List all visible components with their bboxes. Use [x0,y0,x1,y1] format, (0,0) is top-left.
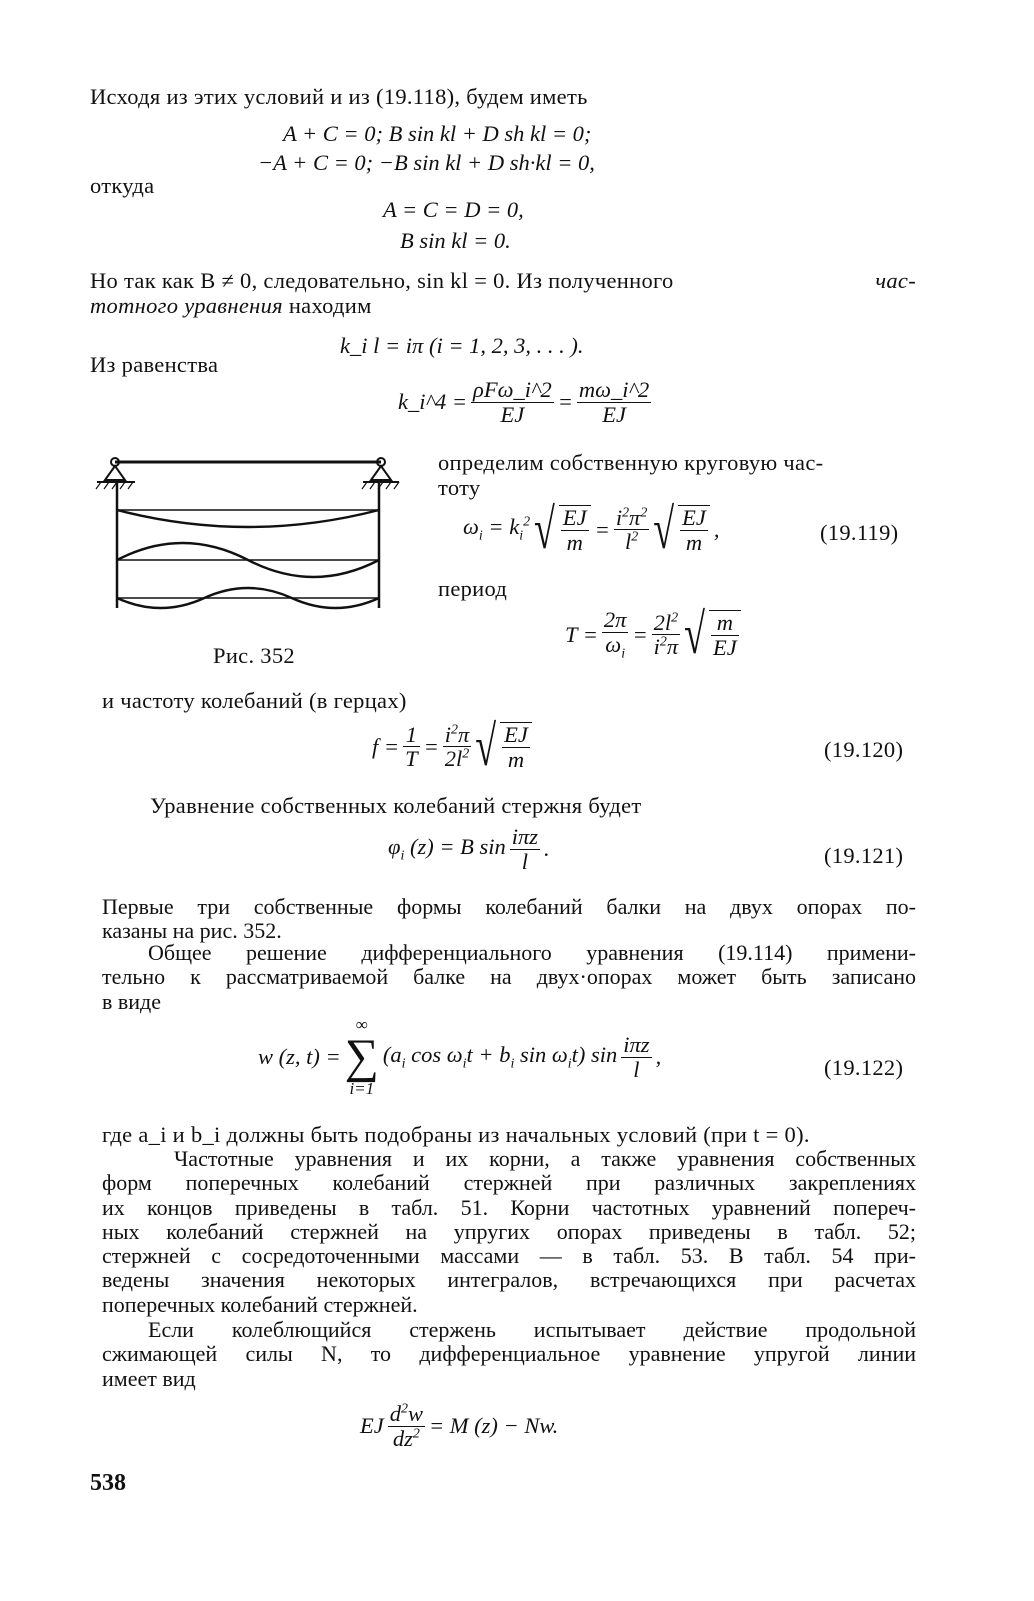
paragraph-line: стержней с сосредоточенными массами — в табл. 53. В табл. 54 при- [102,1243,916,1269]
otkuda-word: откуда [90,173,155,198]
phi-fraction: $\frac{\text{iπz}}{l}$ [511,824,539,874]
paragraph-line: ведены значения некоторых интегралов, встречающихся при расчетах [102,1267,916,1293]
equation-k4-fraction-2 [577,378,651,426]
period-word: период [438,576,508,601]
opredelim-text: определим собственную круговую час- [438,450,824,475]
frequency-paragraph-tail: находим [288,293,372,318]
equation-frequency [372,715,532,779]
equation-omega [463,498,720,562]
paragraph-general-solution [102,941,916,1014]
paragraph-line: казаны на рис. 352. [102,918,282,944]
equation-number-120: (19.120) [824,737,904,762]
sqrt-icon: √ [534,498,555,562]
comma: , [713,516,720,542]
equation-general-solution [258,1015,661,1099]
equation-k4-denominator-1: EJ [500,401,525,427]
paragraph-line: Если колеблющийся стержень испытывает действие продольной [148,1317,916,1342]
paragraph-line: сжимающей силы N, то дифференциальное уравнение упругой линии [102,1341,916,1367]
paragraph-line: их концов приведены в табл. 51. Корни частотных уравнений попереч- [102,1194,916,1220]
frequency-paragraph-line-2 [90,293,372,319]
phi-lhs: $\varphi_i$ (z) = B sin [388,833,506,864]
sum-symbol: ∞ ∑ i=1 [344,1015,379,1098]
period-fraction-2: $\frac{2l^2}{i^2\pi}$ [653,609,679,660]
equation-number-121: (19.121) [824,843,904,868]
paragraph-line: Частотные уравнения и их корни, а также уравнения собственных [174,1146,916,1171]
omega-lhs: $\omega_i = k_i^2$ [463,514,531,544]
equation-number-122: (19.122) [824,1055,904,1080]
paragraph-line: тельно к рассматриваемой балке на двух·опорах может быть записано [102,964,916,990]
coefficients-line [102,1122,916,1148]
period-lhs: T = [565,621,598,647]
frequency-fraction-1: $\frac{1}{T}$ [405,721,418,772]
frequency-equation-term: тотного уравнения [90,293,283,318]
elastic-lhs: EJ [360,1413,384,1439]
equation-phi [388,825,550,873]
paragraph-axial-force [102,1318,916,1391]
equation-k4 [398,378,651,426]
equation-kil-text: k_i l = iπ (i = 1, 2, 3, . . . ). [340,333,584,358]
period-mark: . [544,836,550,862]
paragraph-line: форм поперечных колебаний стержней при различных закреплениях [102,1170,916,1196]
w-lhs: w (z, t) = [258,1044,341,1069]
equation-k4-numerator-2: mω_i^2 [578,377,650,402]
mode-shapes-figure [95,448,415,618]
equals-sign: = [423,733,439,759]
equals-sign: = [594,516,610,542]
period-sqrt: $\frac{m}{EJ}$ [709,610,741,659]
equation-system-2-line-2: B sin kl = 0. [400,228,511,253]
equation-k4-numerator-1: ρFω_i^2 [473,377,552,402]
uravnenie-line: Уравнение собственных колебаний стержня будет [150,793,642,818]
paragraph-line: ных колебаний стержней на упругих опорах приведены в табл. 52; [102,1218,916,1244]
page-number: 538 [90,1470,126,1496]
opredelim-line-2: тоту [438,475,481,500]
iz-ravenstva: Из равенства [90,352,219,377]
equation-system-2-line-1: A = C = D = 0, [383,197,524,222]
comma: , [655,1044,662,1069]
omega-sqrt-2: $\frac{EJ}{m}$ [678,505,710,554]
frequency-hertz-line: и частоту колебаний (в герцах) [102,688,407,713]
paragraph-line: имеет вид [102,1365,196,1391]
w-fraction: $\frac{\text{iπz}}{l}$ [623,1031,650,1082]
equation-system-1-line-1: A + C = 0; B sin kl + D sh kl = 0; [283,121,592,146]
paragraph-line: Первые три собственные формы колебаний балки на двух опорах по- [102,894,916,919]
paragraph-mode-shapes [102,895,916,944]
paragraph-line: Общее решение дифференциального уравнения (19.114) примени- [148,940,916,965]
sqrt-icon: √ [475,715,497,779]
equation-elastic-line [360,1402,558,1450]
sqrt-icon: √ [684,603,706,667]
equation-number-119: (19.119) [820,520,899,545]
w-body: ($a_i$ $\cos \omega_it + b_i$ $\sin \omega_it$) sin [382,1041,618,1072]
elastic-fraction: $\frac{d^2w}{dz^2}$ [389,1401,423,1451]
intro-line: Исходя из этих условий и из (19.118), будем иметь [90,84,588,109]
omega-sqrt-1: $\frac{EJ}{m}$ [559,505,591,554]
equation-k4-lhs: k_i^4 = [398,389,468,415]
equation-k4-fraction-1 [471,378,554,426]
omega-fraction: $\frac{i^2\pi^2}{l^2}$ [615,504,648,555]
frequency-paragraph-line-1 [90,268,916,294]
equals-sign: = [632,621,648,647]
equation-kil [340,333,584,359]
paragraph-line: поперечных колебаний стержней. [102,1291,418,1317]
equation-period [565,603,741,667]
coefficients-text: где a_i и b_i должны быть подобраны из начальных условий (при t = 0). [102,1122,810,1147]
elastic-rhs: = M (z) − Nw. [428,1413,559,1439]
frequency-fraction-2: $\frac{i^2\pi}{2l^2}$ [444,721,470,772]
opredelim-line-1 [438,450,916,476]
figure-caption: Рис. 352 [213,643,295,668]
frequency-sqrt: $\frac{EJ}{m}$ [500,722,532,771]
frequency-lhs: f = [372,733,400,759]
equation-system-1-line-2: −A + C = 0; −B sin kl + D sh·kl = 0, [258,150,595,175]
equals-sign: = [557,389,573,415]
equation-k4-denominator-2: EJ [602,401,626,427]
paragraph-tables [102,1147,916,1317]
frequency-paragraph-text: Но так как B ≠ 0, следовательно, sin kl = 0. Из полученного [90,268,674,293]
frequency-paragraph-italic: час- [875,268,916,293]
paragraph-line: в виде [102,988,162,1014]
period-fraction-1: $\frac{2\pi}{\omega_i}$ [603,607,627,662]
sqrt-icon: √ [653,498,675,562]
